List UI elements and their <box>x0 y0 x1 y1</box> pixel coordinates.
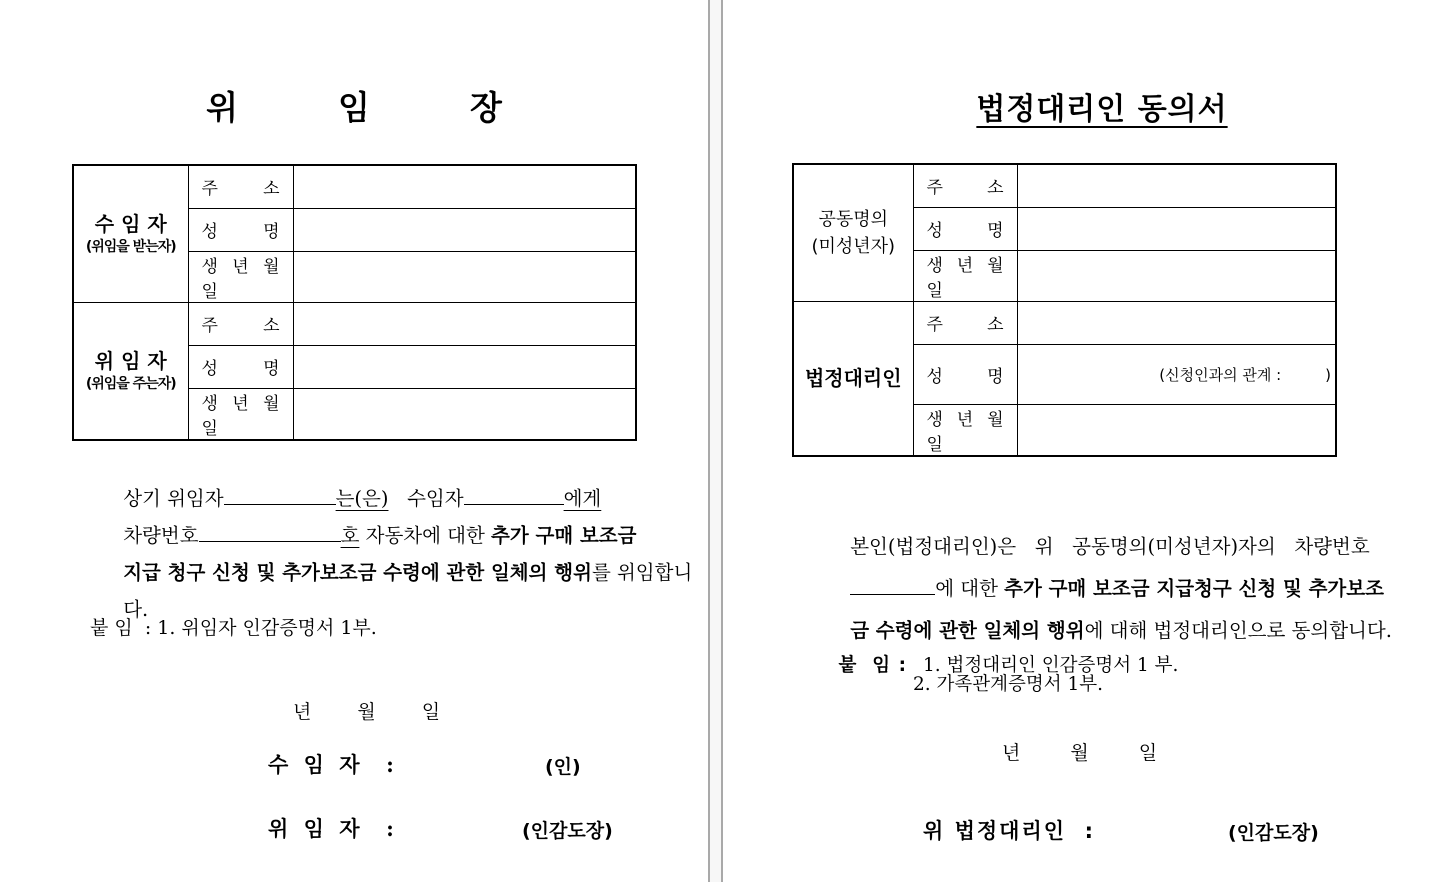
address-value-cell <box>293 302 636 345</box>
date-year-label: 년 <box>293 701 312 723</box>
name-value-cell <box>1017 207 1336 250</box>
page-title-delegation <box>0 82 708 129</box>
date-month-label: 월 <box>357 701 376 723</box>
signature-label-recipient: 수 임 자 : <box>268 752 398 777</box>
statement-text: 다. <box>123 598 149 621</box>
statement-line <box>813 484 1392 558</box>
date-day-label: 일 <box>421 701 441 723</box>
attachment-label: 붙 임 : <box>838 655 907 676</box>
name-value-cell-with-relation-note <box>1017 344 1336 404</box>
address-value-cell <box>1017 164 1336 207</box>
statement-text-bold: 추가 구매 보조금 지급청구 신청 및 추가보조 <box>1004 577 1384 600</box>
name-value-cell <box>293 208 636 251</box>
statement-text: 호 <box>340 524 360 547</box>
statement-text: 수임자 <box>388 487 464 510</box>
guardian-consent-form-page <box>723 0 1431 882</box>
birthdate-value-cell <box>1017 404 1336 456</box>
address-value-cell <box>1017 301 1336 344</box>
party-label-delegator <box>73 302 188 440</box>
date-year-label: 년 <box>1002 742 1021 764</box>
birthdate-value-cell <box>293 251 636 302</box>
field-label-address: 주 소 <box>913 164 1017 207</box>
statement-text: 에 대한 <box>935 577 1005 600</box>
fill-in-blank-recipient-name <box>464 484 564 505</box>
fill-in-blank-vehicle-number <box>199 521 341 542</box>
attachment-item: 1. 법정대리인 인감증명서 1 부. <box>923 655 1179 676</box>
date-day-label: 일 <box>1138 742 1158 764</box>
statement-line <box>86 443 692 510</box>
statement-text: 상기 위임자 <box>123 487 224 510</box>
statement-text: 에 대해 법정대리인으로 동의합니다. <box>1084 619 1392 642</box>
table-row <box>73 165 636 208</box>
field-label-birthdate: 생 년 월 일 <box>913 404 1017 456</box>
table-row <box>73 302 636 345</box>
seal-mark: (인감도장) <box>1228 822 1319 844</box>
delegation-parties-table <box>72 164 637 441</box>
birthdate-value-cell <box>293 388 636 440</box>
date-line <box>1002 738 1157 765</box>
field-label-name: 성 명 <box>913 344 1017 404</box>
fill-in-blank-delegator-name <box>224 484 336 505</box>
party-subtitle: (위임을 받는자) <box>85 238 176 255</box>
party-subtitle: (위임을 주는자) <box>85 375 176 392</box>
party-label-joint-owner <box>793 164 913 301</box>
field-label-name: 성 명 <box>188 208 293 251</box>
title-char: 위 <box>206 88 239 127</box>
table-row <box>793 164 1336 207</box>
statement-text: 본인(법정대리인)은 위 공동명의(미성년자)자의 차량번호 <box>850 535 1370 558</box>
title-char: 장 <box>469 88 502 127</box>
page-title-guardian-consent: 법정대리인 동의서 <box>976 92 1228 127</box>
field-label-address: 주 소 <box>188 165 293 208</box>
party-subtitle: (미성년자) <box>811 235 896 257</box>
statement-text-bold: 추가 구매 보조금 <box>491 524 637 547</box>
consent-parties-table <box>792 163 1337 457</box>
party-title: 법정대리인 <box>804 366 902 390</box>
seal-mark: (인) <box>545 756 581 778</box>
party-label-recipient <box>73 165 188 302</box>
seal-mark: (인감도장) <box>522 820 613 842</box>
party-title: 수 임 자 <box>94 211 167 236</box>
party-title: 공동명의 <box>818 208 889 230</box>
title-char: 임 <box>338 88 370 127</box>
party-title: 위 임 자 <box>94 348 167 373</box>
consent-statement <box>813 484 1392 642</box>
name-value-cell <box>293 345 636 388</box>
relation-note-close-paren: ) <box>1325 365 1331 384</box>
signature-label-delegator: 위 임 자 : <box>268 816 398 841</box>
statement-text: 차량번호 <box>123 524 199 547</box>
field-label-birthdate: 생 년 월 일 <box>188 388 293 440</box>
statement-text: 를 위임합니 <box>591 561 693 584</box>
signature-label-legal-guardian: 위 법정대리인 : <box>923 819 1096 843</box>
table-row <box>793 301 1336 344</box>
statement-text: 는(은) <box>335 487 389 510</box>
statement-text-bold: 지급 청구 신청 및 추가보조금 수령에 관한 일체의 행위 <box>123 561 592 584</box>
party-label-legal-guardian <box>793 301 913 456</box>
date-line <box>293 697 440 724</box>
relation-note-text: (신청인과의 관계 : <box>1159 365 1282 384</box>
field-label-name: 성 명 <box>913 207 1017 250</box>
statement-text: 자동차에 대한 <box>359 524 492 547</box>
date-month-label: 월 <box>1070 742 1089 764</box>
attachment-note: 붙 임 : 1. 위임자 인감증명서 1부. <box>90 617 377 639</box>
delegation-form-page <box>0 0 708 882</box>
attachment-note-line-2: 2. 가족관계증명서 1부. <box>913 674 1104 695</box>
field-label-name: 성 명 <box>188 345 293 388</box>
statement-text-bold: 금 수령에 관한 일체의 행위 <box>850 619 1085 642</box>
statement-text: 에게 <box>563 487 602 510</box>
field-label-address: 주 소 <box>188 302 293 345</box>
field-label-address: 주 소 <box>913 301 1017 344</box>
address-value-cell <box>293 165 636 208</box>
fill-in-blank-vehicle-number <box>850 574 935 595</box>
delegation-statement <box>86 443 693 621</box>
birthdate-value-cell <box>1017 250 1336 301</box>
page-divider <box>708 0 723 882</box>
field-label-birthdate: 생 년 월 일 <box>188 251 293 302</box>
field-label-birthdate: 생 년 월 일 <box>913 250 1017 301</box>
